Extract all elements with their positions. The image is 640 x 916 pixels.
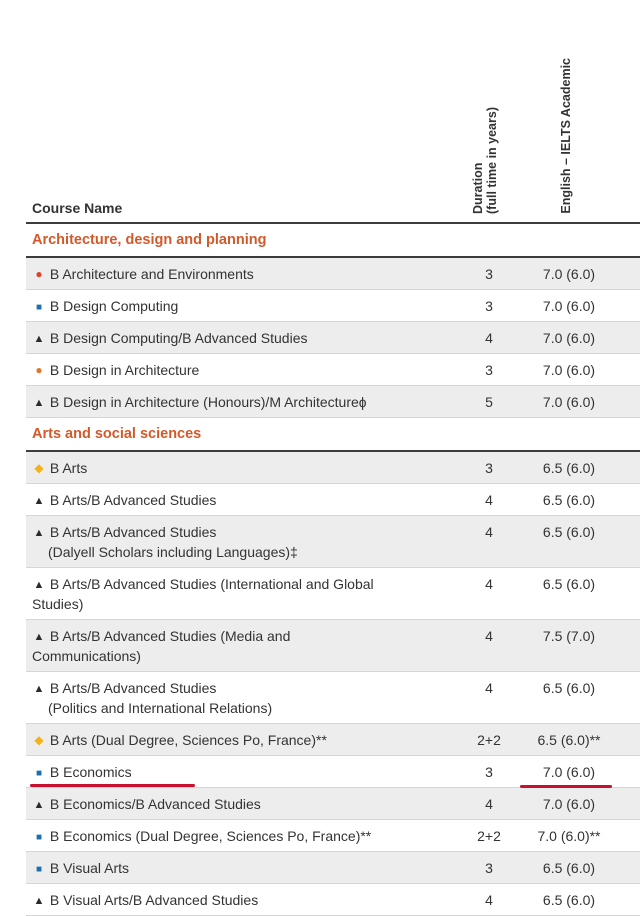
highlight-underline-course [30, 784, 195, 787]
blue-square-icon: ■ [35, 302, 43, 313]
blue-square-icon: ■ [35, 864, 43, 875]
ielts-value: 7.0 (6.0) [542, 394, 596, 410]
course-name [32, 827, 452, 847]
blue-square-icon: ■ [35, 832, 43, 843]
ielts-value: 7.0 (6.0) [542, 362, 596, 378]
course-name-text: B Arts/B Advanced Studies [46, 524, 217, 540]
ielts-value: 6.5 (6.0) [542, 492, 596, 508]
english-ielts-header: English – IELTS Academic [559, 58, 573, 214]
course-name [32, 891, 452, 911]
course-name-text: B Design in Architecture (Honours)/M Architectureɸ [46, 394, 367, 410]
duration-value: 3 [485, 860, 493, 876]
course-name [32, 859, 452, 879]
course-name-text: B Economics/B Advanced Studies [46, 796, 261, 812]
ielts-value: 7.0 (6.0) [542, 330, 596, 346]
course-name [32, 795, 452, 815]
duration-value: 2+2 [477, 732, 501, 748]
ielts-value: 7.0 (6.0) [542, 796, 596, 812]
duration-value: 3 [485, 298, 493, 314]
table-row [26, 290, 640, 322]
ielts-value: 7.5 (7.0) [542, 628, 596, 644]
triangle-icon: ▲ [33, 631, 45, 643]
ielts-value: 7.0 (6.0) [542, 764, 596, 780]
ielts-value: 6.5 (6.0) [542, 680, 596, 696]
ielts-value: 7.0 (6.0)** [537, 828, 601, 844]
course-name-text: B Architecture and Environments [46, 266, 254, 282]
course-name-text: B Design Computing/B Advanced Studies [46, 330, 308, 346]
course-name-continued: Studies) [32, 596, 84, 612]
duration-value: 5 [485, 394, 493, 410]
course-name [32, 491, 452, 511]
course-name-text: B Arts [46, 460, 88, 476]
ielts-value: 7.0 (6.0) [542, 298, 596, 314]
table-row [26, 386, 640, 418]
course-name-text: B Visual Arts/B Advanced Studies [46, 892, 259, 908]
table-row [26, 672, 640, 724]
table-row [26, 484, 640, 516]
course-name [32, 627, 452, 666]
table-row [26, 258, 640, 290]
triangle-icon: ▲ [33, 495, 45, 507]
duration-header-line2: (full time in years) [485, 107, 499, 214]
course-name [32, 361, 452, 380]
course-name-subtitle: (Politics and International Relations) [48, 700, 273, 716]
course-name-text: B Economics (Dual Degree, Sciences Po, France)** [46, 828, 372, 844]
course-name [32, 393, 452, 413]
triangle-icon: ▲ [33, 895, 45, 907]
duration-value: 4 [485, 628, 493, 644]
course-name [32, 575, 452, 614]
table-header [0, 0, 640, 224]
course-name-continued: Communications) [32, 648, 141, 664]
course-name [32, 731, 452, 750]
table-row [26, 516, 640, 568]
course-name-header: Course Name [32, 200, 123, 216]
course-name [32, 523, 452, 562]
ielts-value: 6.5 (6.0) [542, 860, 596, 876]
duration-value: 4 [485, 576, 493, 592]
course-name-text: B Arts/B Advanced Studies (Media and [46, 628, 291, 644]
ielts-value: 6.5 (6.0) [542, 524, 596, 540]
blue-square-icon: ■ [35, 768, 43, 779]
duration-value: 4 [485, 492, 493, 508]
section-title: Architecture, design and planning [26, 224, 640, 258]
ielts-value: 6.5 (6.0)** [537, 732, 601, 748]
table-row [26, 354, 640, 386]
table-row [26, 852, 640, 884]
red-circle-icon: ● [35, 267, 43, 281]
course-name [32, 459, 452, 478]
table-row [26, 322, 640, 354]
course-name [32, 297, 452, 317]
table-row [26, 620, 640, 672]
triangle-icon: ▲ [33, 333, 45, 345]
duration-value: 4 [485, 330, 493, 346]
course-name-text: B Arts/B Advanced Studies [46, 492, 217, 508]
course-name [32, 763, 452, 783]
course-name-text: B Design in Architecture [46, 362, 200, 378]
duration-header [471, 107, 499, 214]
highlight-underline-ielts [520, 785, 612, 788]
duration-value: 3 [485, 362, 493, 378]
course-name [32, 329, 452, 349]
triangle-icon: ▲ [33, 683, 45, 695]
table-row [26, 820, 640, 852]
table-row [26, 568, 640, 620]
duration-value: 4 [485, 796, 493, 812]
duration-value: 4 [485, 680, 493, 696]
course-name [32, 265, 452, 284]
duration-header-line1: Duration [471, 162, 485, 214]
triangle-icon: ▲ [33, 527, 45, 539]
course-name-text: B Arts (Dual Degree, Sciences Po, France)** [46, 732, 327, 748]
orange-circle-icon: ● [35, 363, 43, 377]
table-row [26, 724, 640, 756]
course-name-text: B Arts/B Advanced Studies (International and Global [46, 576, 374, 592]
course-table [26, 224, 640, 916]
ielts-value: 6.5 (6.0) [542, 892, 596, 908]
ielts-value: 6.5 (6.0) [542, 460, 596, 476]
yellow-diamond-icon: ◆ [34, 461, 44, 475]
duration-value: 4 [485, 524, 493, 540]
section-title: Arts and social sciences [26, 418, 640, 452]
duration-value: 3 [485, 266, 493, 282]
duration-value: 4 [485, 892, 493, 908]
course-name [32, 679, 452, 718]
triangle-icon: ▲ [33, 397, 45, 409]
ielts-value: 7.0 (6.0) [542, 266, 596, 282]
triangle-icon: ▲ [33, 579, 45, 591]
course-name-text: B Economics [46, 764, 132, 780]
duration-value: 3 [485, 460, 493, 476]
triangle-icon: ▲ [33, 799, 45, 811]
course-name-text: B Design Computing [46, 298, 179, 314]
duration-value: 3 [485, 764, 493, 780]
duration-value: 2+2 [477, 828, 501, 844]
table-row [26, 452, 640, 484]
course-name-text: B Arts/B Advanced Studies [46, 680, 217, 696]
table-row [26, 884, 640, 916]
course-name-subtitle: (Dalyell Scholars including Languages)‡ [48, 544, 298, 560]
yellow-diamond-icon: ◆ [34, 733, 44, 747]
ielts-value: 6.5 (6.0) [542, 576, 596, 592]
course-name-text: B Visual Arts [46, 860, 130, 876]
table-row [26, 788, 640, 820]
